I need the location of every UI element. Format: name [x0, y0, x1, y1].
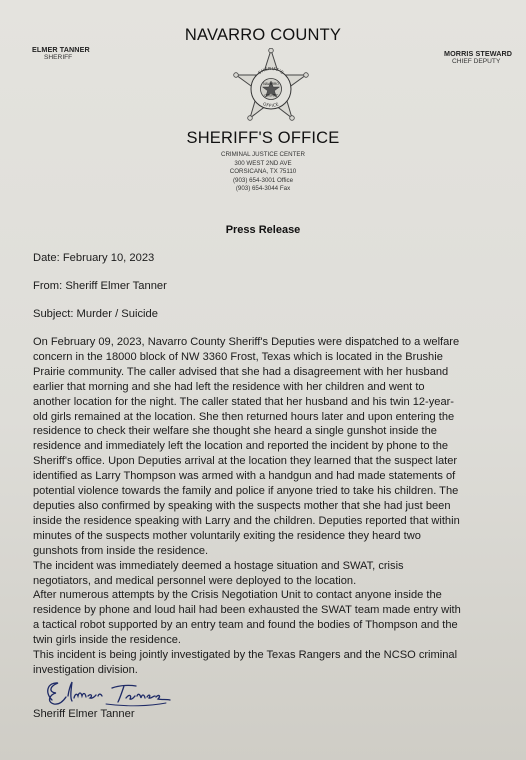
body-line: earlier that morning and she had left the residence with her children and went to	[33, 380, 425, 393]
body-line: a tactical robot supported by an entry team and found the bodies of Thompson and the	[33, 619, 458, 632]
body-line: minutes of the suspects mother voluntarily exiting the residence they heard two	[33, 529, 421, 542]
address-line: (903) 654-3001 Office	[232, 176, 294, 184]
release-from: From: Sheriff Elmer Tanner	[33, 280, 167, 292]
release-body	[33, 335, 511, 678]
body-line: The incident was immediately deemed a hostage situation and SWAT, crisis	[33, 559, 404, 572]
signer-name: Sheriff Elmer Tanner	[33, 708, 135, 720]
badge-text-top: SHERIFF'S	[257, 65, 285, 76]
chief-deputy-title: CHIEF DEPUTY	[452, 58, 501, 65]
address-line: (903) 654-3044 Fax	[235, 185, 291, 193]
body-line: identified as Larry Thompson was armed with a handgun and had made statements of	[33, 470, 456, 483]
body-line: residence to check their welfare she thought she heard a single gunshot inside the	[33, 425, 437, 438]
body-line: concern in the 18000 block of NW 3360 Frost, Texas which is located in the Brushie	[33, 350, 443, 363]
body-line: potential violence towards the family and police if anyone tried to take his children. The	[33, 485, 459, 498]
body-line: gunshots from inside the residence.	[33, 544, 209, 557]
body-line: This incident is being jointly investigated by the Texas Rangers and the NCSO criminal	[33, 649, 458, 662]
address-line: CORSICANA, TX 75110	[229, 168, 297, 176]
body-line: residence by phone and loud hail had been exhausted the SWAT team made entry with	[33, 604, 461, 617]
sheriff-title: SHERIFF	[44, 54, 73, 61]
badge-text-lower: COUNTY	[264, 93, 278, 98]
body-line: deputies also confirmed by speaking with the suspects mother that she had just been	[33, 499, 451, 512]
chief-deputy-name: MORRIS STEWARD	[444, 49, 513, 58]
body-line: investigation division.	[33, 663, 138, 676]
sheriff-name: ELMER TANNER	[32, 45, 90, 54]
address-line: CRIMINAL JUSTICE CENTER	[221, 151, 305, 158]
body-line: twin girls inside the residence.	[33, 634, 181, 647]
body-line: another location for the night. The caller stated that her husband and his twin 12-year-	[33, 395, 454, 408]
release-subject: Subject: Murder / Suicide	[33, 308, 158, 320]
county-name: NAVARRO COUNTY	[184, 26, 342, 44]
body-line: Sheriff's office. Upon Deputies arrival at the location they learned that the suspect later	[33, 455, 458, 468]
body-line: On February 09, 2023, Navarro County Sheriff's Deputies were dispatched to a welfare	[33, 336, 460, 348]
release-date: Date: February 10, 2023	[33, 252, 155, 264]
badge-text-middle: NAVARRO	[263, 82, 279, 86]
badge-text-bottom: OFFICE	[262, 101, 280, 109]
address-line: 300 WEST 2ND AVE	[234, 159, 292, 167]
body-line: old girls remained at the location. She then returned hours later and upon entering the	[33, 410, 455, 423]
body-line: residence and immediately left the location and reported the incident by phone to the	[33, 440, 449, 453]
sheriff-star-badge-icon	[230, 48, 312, 126]
press-release-heading: Press Release	[225, 224, 301, 236]
body-line: After numerous attempts by the Crisis Negotiation Unit to contact anyone inside the	[33, 589, 442, 602]
body-line: negotiators, and medical personnel were deployed to the location.	[33, 574, 357, 587]
body-line: Prairie community. The caller advised that she had a disagreement with her husband	[33, 365, 449, 378]
body-line: inside the residence speaking with Larry and the children. Deputies reported that within	[33, 514, 460, 527]
office-name: SHERIFF'S OFFICE	[186, 129, 340, 147]
